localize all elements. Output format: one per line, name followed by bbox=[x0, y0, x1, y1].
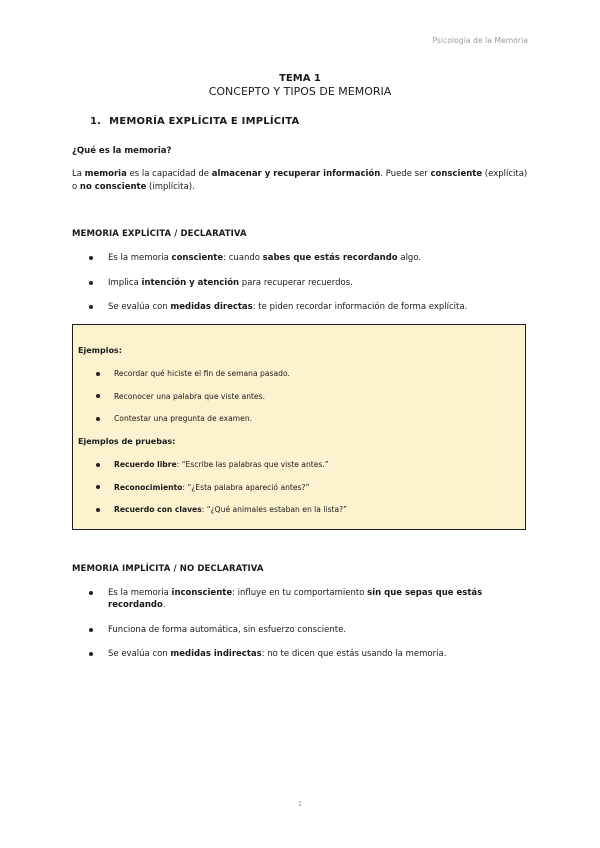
bold-text: medidas indirectas bbox=[170, 649, 262, 659]
text: es la capacidad de bbox=[126, 169, 212, 179]
tests-title: Ejemplos de pruebas: bbox=[78, 437, 176, 446]
bold-text: consciente bbox=[171, 253, 224, 263]
bullet-icon bbox=[96, 394, 100, 398]
section-number: 1. bbox=[90, 116, 102, 127]
bullet-icon bbox=[89, 281, 93, 285]
text: Es la memoria bbox=[108, 253, 172, 263]
implicit-list bbox=[72, 587, 532, 673]
list-item bbox=[72, 587, 532, 611]
list-item bbox=[72, 277, 532, 289]
bold-text: sin que sepas que estás recordando bbox=[108, 588, 483, 610]
text: : te piden recordar información de forma explícita. bbox=[252, 302, 468, 312]
bold-text: Recuerdo con claves bbox=[114, 505, 202, 514]
list-item bbox=[78, 504, 518, 515]
document-title bbox=[0, 72, 600, 99]
page-number: 1 bbox=[297, 800, 303, 808]
title-topic: TEMA 1 bbox=[279, 73, 321, 84]
bullet-icon bbox=[96, 372, 100, 376]
bullet-icon bbox=[89, 591, 93, 595]
bold-text: almacenar y recuperar información bbox=[211, 169, 381, 179]
definition-paragraph bbox=[72, 168, 532, 193]
tests-list bbox=[78, 459, 518, 527]
text: (implícita). bbox=[146, 181, 195, 192]
text: Implica bbox=[108, 277, 142, 288]
bold-text: Reconocimiento bbox=[114, 482, 183, 492]
text: . Puede ser bbox=[380, 169, 431, 179]
bold-text: consciente bbox=[430, 169, 483, 179]
bullet-icon bbox=[96, 417, 100, 421]
text: Reconocer una palabra que viste antes. bbox=[114, 391, 266, 401]
bullet-icon bbox=[89, 305, 93, 309]
list-item bbox=[78, 459, 518, 470]
list-item bbox=[72, 301, 532, 313]
section-heading bbox=[90, 116, 299, 127]
bullet-icon bbox=[96, 463, 100, 467]
bullet-icon bbox=[89, 652, 93, 656]
examples-title: Ejemplos: bbox=[78, 346, 122, 355]
list-item bbox=[78, 413, 518, 424]
text: : “Escribe las palabras que viste antes.” bbox=[176, 460, 329, 469]
text: Se evalúa con bbox=[108, 649, 171, 659]
explicit-heading: MEMORIA EXPLÍCITA / DECLARATIVA bbox=[72, 229, 247, 239]
text: : “¿Qué animales estaban en la lista?” bbox=[201, 505, 348, 514]
text: Es la memoria bbox=[108, 588, 172, 598]
text: : no te dicen que estás usando la memoria. bbox=[261, 649, 447, 659]
text: : influye en tu comportamiento bbox=[232, 588, 368, 598]
bold-text: memoria bbox=[84, 169, 127, 179]
question-heading: ¿Qué es la memoria? bbox=[72, 146, 172, 156]
bold-text: no consciente bbox=[79, 181, 147, 192]
list-item bbox=[78, 368, 518, 379]
text: Funciona de forma automática, sin esfuerzo consciente. bbox=[108, 624, 346, 635]
list-item bbox=[72, 624, 532, 636]
implicit-heading: MEMORIA IMPLÍCITA / NO DECLARATIVA bbox=[72, 564, 264, 574]
section-title: MEMORÍA EXPLÍCITA E IMPLÍCITA bbox=[109, 116, 300, 127]
bold-text: Recuerdo libre bbox=[114, 460, 177, 469]
text: Recordar qué hiciste el fin de semana pasado. bbox=[114, 369, 290, 378]
bold-text: medidas directas bbox=[170, 302, 253, 312]
bold-text: inconsciente bbox=[171, 588, 233, 598]
list-item bbox=[78, 391, 518, 402]
text: Se evalúa con bbox=[108, 302, 171, 312]
bold-text: intención y atención bbox=[141, 277, 240, 288]
list-item bbox=[78, 482, 518, 493]
examples-list bbox=[78, 368, 518, 436]
list-item bbox=[72, 648, 532, 660]
bullet-icon bbox=[96, 508, 100, 512]
list-item bbox=[72, 252, 532, 264]
explicit-list bbox=[72, 252, 532, 326]
bold-text: sabes que estás recordando bbox=[262, 253, 398, 263]
running-header: Psicología de la Memoria bbox=[432, 36, 528, 45]
title-subject: CONCEPTO Y TIPOS DE MEMORIA bbox=[208, 85, 392, 98]
text: . bbox=[162, 600, 166, 610]
text: algo. bbox=[397, 253, 422, 263]
text: (explícita) o bbox=[72, 169, 528, 192]
bullet-icon bbox=[96, 485, 100, 489]
text: La bbox=[72, 169, 85, 179]
bullet-icon bbox=[89, 256, 93, 260]
text: para recuperar recuerdos. bbox=[239, 277, 353, 288]
examples-box bbox=[72, 324, 526, 530]
text: Contestar una pregunta de examen. bbox=[114, 414, 253, 423]
bullet-icon bbox=[89, 628, 93, 632]
text: : “¿Esta palabra apareció antes?” bbox=[182, 482, 310, 492]
text: : cuando bbox=[223, 253, 263, 263]
